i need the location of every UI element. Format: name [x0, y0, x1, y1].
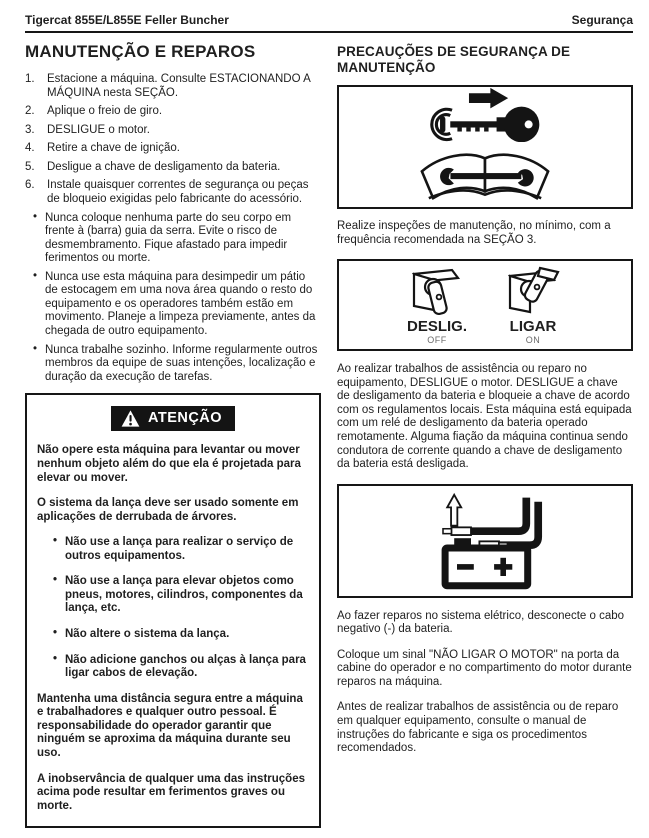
warning-paragraph: A inobservância de qualquer uma das instruções acima pode resultar em ferimentos graves ou morte.	[37, 772, 305, 812]
list-item: • Nunca trabalhe sozinho. Informe regularmente outros membros da equipe de suas intenções, localização e duração da execução de tarefas.	[33, 344, 321, 385]
figure-battery-disconnect	[337, 484, 633, 598]
switch-illustrations	[400, 266, 570, 345]
list-item: 1. Estacione a máquina. Consulte ESTACIONANDO A MÁQUINA nesta SEÇÃO.	[25, 73, 311, 99]
attention-banner	[111, 406, 235, 431]
maintenance-steps-list	[25, 73, 321, 207]
attention-banner-label: ATENÇÃO	[147, 410, 223, 427]
list-item: 5. Desligue a chave de desligamento da bateria.	[25, 160, 281, 173]
warning-bullet-list	[37, 536, 309, 681]
list-item: • Não use a lança para elevar objetos como pneus, motores, cilindros, componentes da lança, etc.	[53, 575, 309, 616]
body-paragraph: Coloque um sinal "NÃO LIGAR O MOTOR" na porta da cabine do operador e no compartimento do motor durante reparos na máquina.	[337, 648, 632, 688]
warning-paragraph: Mantenha uma distância segura entre a máquina e trabalhadores e qualquer outro pessoal. É responsabilidade do operador garantir que ninguém se aproxima da máquina durante seu uso.	[37, 692, 303, 759]
right-column	[337, 39, 633, 828]
safety-bullet-list	[25, 212, 321, 385]
battery-switch-off-icon	[400, 266, 474, 318]
list-item: 3. DESLIGUE o motor.	[25, 123, 150, 136]
warning-triangle-icon	[121, 410, 140, 427]
section-title-precautions: PRECAUÇÕES DE SEGURANÇA DE MANUTENÇÃO	[337, 44, 571, 75]
battery-switch-on-icon	[496, 266, 570, 318]
body-paragraph: Realize inspeções de manutenção, no mínimo, com a frequência recomendada na SEÇÃO 3.	[337, 220, 611, 246]
list-item: • Nunca coloque nenhuma parte do seu corpo em frente à (barra) guia da serra. Evite o risco de desmembramento. Fique afastado para impedir ferimentos ou morte.	[33, 212, 321, 266]
battery-disconnect-icon	[390, 492, 580, 590]
header-section-title: Segurança	[571, 13, 633, 27]
figure-battery-switch	[337, 259, 633, 351]
list-item: • Não use a lança para realizar o serviço de outros equipamentos.	[53, 536, 309, 563]
warning-paragraph: O sistema da lança deve ser usado somente em aplicações de derrubada de árvores.	[37, 497, 299, 523]
switch-on-label: LIGAR	[509, 317, 557, 335]
body-paragraph: Ao realizar trabalhos de assistência ou reparo no equipamento, DESLIGUE o motor. DESLIGUE a chave de desligamento da bateria e bloqueie a chave de acordo com os regulamentos locais. Esta máquina está equipada com um relé de desligamento da bateria operado remotamente. Alguma fiação da máquina continua sendo condutora de corrente quando a chave de desligamento da bateria está desligada.	[337, 363, 632, 471]
manual-book-wrench-icon	[401, 148, 569, 207]
switch-off-sublabel: OFF	[427, 334, 447, 345]
body-paragraph: Ao fazer reparos no sistema elétrico, desconecte o cabo negativo (-) da bateria.	[337, 609, 625, 636]
list-item: • Não altere o sistema da lança.	[53, 628, 309, 642]
page-header	[0, 0, 649, 27]
list-item: 6. Instale quaisquer correntes de segurança ou peças de bloqueio exigidas pelo fabricante do acessório.	[25, 179, 309, 205]
switch-on-unit	[496, 266, 570, 345]
switch-off-label: DESLIG.	[406, 317, 467, 335]
attention-warning-box	[25, 393, 321, 828]
left-column	[25, 39, 321, 828]
header-model-title: Tigercat 855E/L855E Feller Buncher	[25, 13, 229, 27]
body-paragraph: Antes de realizar trabalhos de assistência ou de reparo em qualquer equipamento, consulte o manual de instruções do fabricante e siga os procedimentos recomendados.	[337, 701, 619, 755]
list-item: • Não adicione ganchos ou alças à lança para ligar cabos de elevação.	[53, 654, 309, 681]
switch-off-unit	[400, 266, 474, 345]
switch-on-sublabel: ON	[525, 334, 541, 345]
list-item: 4. Retire a chave de ignição.	[25, 142, 180, 155]
two-column-layout	[0, 33, 649, 828]
section-title-maintenance: MANUTENÇÃO E REPAROS	[25, 42, 256, 61]
ignition-key-removal-icon	[410, 87, 560, 142]
list-item: • Nunca use esta máquina para desimpedir um pátio de estocagem em uma nova área quando o resto do equipamento e os operadores também estão em movimento. Planeje a limpeza previamente, antes da chegada de outro equipamento.	[33, 271, 321, 339]
list-item: 2. Aplique o freio de giro.	[25, 105, 163, 118]
figure-key-and-manual	[337, 85, 633, 209]
warning-paragraph: Não opere esta máquina para levantar ou mover nenhum objeto além do que ela é projetada para elevar ou mover.	[37, 444, 301, 484]
